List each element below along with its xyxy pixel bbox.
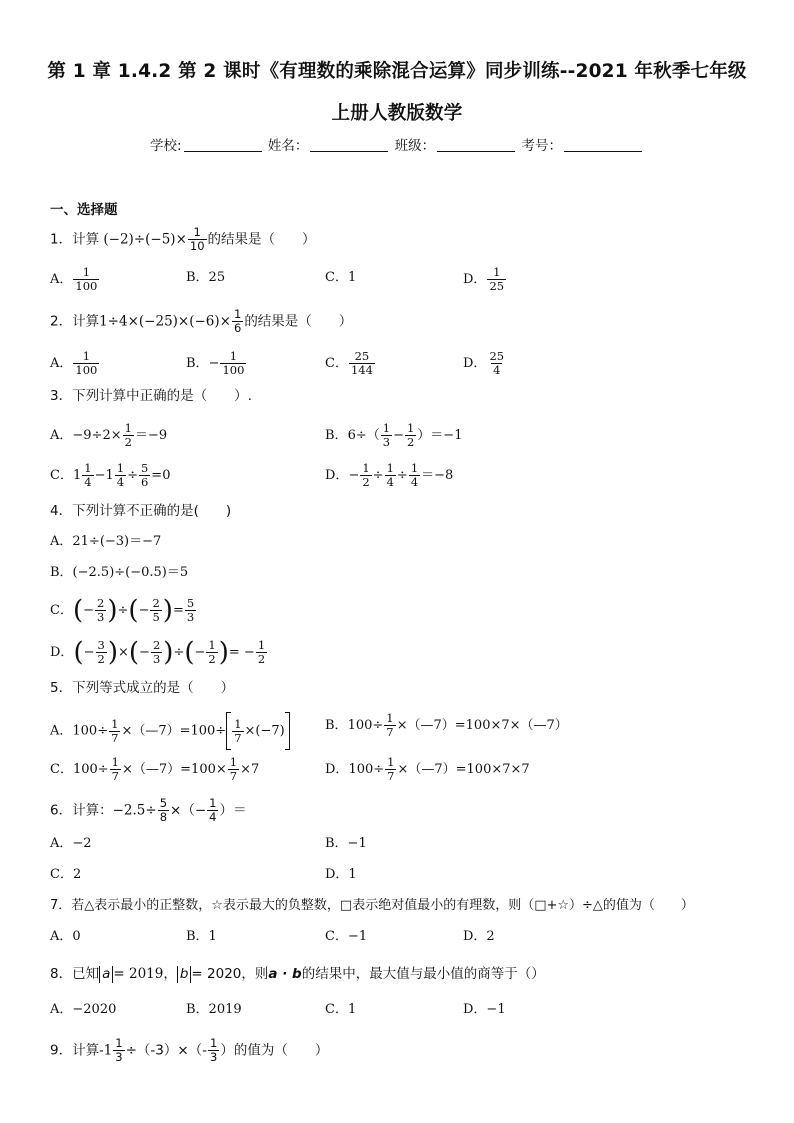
- class-label: 班级：: [394, 138, 436, 154]
- q8-option-b[interactable]: B．2019: [186, 1002, 242, 1017]
- q8-option-a[interactable]: A．−2020: [50, 1002, 117, 1017]
- q6-option-b[interactable]: B．−1: [325, 836, 367, 851]
- q2-option-b[interactable]: B．− $\frac{1}{100}$: [186, 349, 245, 377]
- question-4: 4．下列计算不正确的是( ): [50, 503, 232, 519]
- exam-no-label: 考号：: [521, 138, 562, 154]
- q5-option-a[interactable]: A．100÷ $\frac{1}{7}$ ×（—7）=100÷ $\frac{1}{7}$ ×(−7): [50, 712, 290, 750]
- q1-option-c[interactable]: C．1: [325, 270, 357, 285]
- q5-option-b[interactable]: B．100÷ $\frac{1}{7}$ ×（—7）=100×7×（—7）: [325, 711, 568, 739]
- q1-option-a[interactable]: A． $\frac{1}{100}$: [50, 265, 98, 293]
- q8-option-c[interactable]: C．1: [325, 1002, 357, 1017]
- q6-option-a[interactable]: A．−2: [50, 836, 92, 851]
- student-info-row: [0, 134, 794, 154]
- q3-option-d[interactable]: D．− $\frac{1}{2}$ ÷ $\frac{1}{4}$ ÷ $\frac{1}{4}$ ＝−8: [325, 461, 454, 489]
- class-blank[interactable]: [437, 139, 515, 152]
- q2-option-d[interactable]: D． $\frac{25}{4}$: [463, 349, 505, 377]
- question-1: [50, 226, 316, 253]
- q4-option-c[interactable]: C．(− $\frac{2}{3}$ )÷(− $\frac{2}{5}$ )= $\frac{5}{3}$: [50, 595, 195, 626]
- question-3: 3．下列计算中正确的是（ ）.: [50, 388, 252, 404]
- school-label: 学校:: [150, 138, 182, 154]
- exam-no-blank[interactable]: [564, 139, 642, 152]
- question-9: 9．计算-1 $\frac{1}{3}$ ÷（-3）×（- $\frac{1}{3}$ ）的值为（ ）: [50, 1036, 329, 1064]
- question-5: 5．下列等式成立的是（ ）: [50, 680, 235, 696]
- q6-option-c[interactable]: C．2: [50, 867, 82, 882]
- question-2: 2．计算1÷4×(−25)×(−6)× $\frac{1}{6}$ 的结果是（ ）: [50, 307, 353, 335]
- q1-suffix: 的结果是（ ）: [207, 231, 316, 248]
- title-line-2: 上册人教版数学: [331, 103, 463, 124]
- q7-option-d[interactable]: D．2: [463, 929, 495, 944]
- q7-option-b[interactable]: B．1: [186, 929, 217, 944]
- title-line-1: 第 1 章 1.4.2 第 2 课时《有理数的乘除混合运算》同步训练--2021 年秋季七年级: [47, 61, 747, 82]
- q4-option-b[interactable]: B．(−2.5)÷(−0.5)＝5: [50, 565, 189, 580]
- q2-option-a[interactable]: A． $\frac{1}{100}$: [50, 349, 98, 377]
- q7-option-c[interactable]: C．−1: [325, 929, 368, 944]
- name-label: 姓名：: [267, 138, 309, 154]
- q5-option-d[interactable]: D．100÷ $\frac{1}{7}$ ×（—7）=100×7×7: [325, 755, 530, 783]
- q3-option-b[interactable]: B．6÷（ $\frac{1}{3}$ − $\frac{1}{2}$ ）＝−1: [325, 421, 463, 449]
- q3-option-a[interactable]: A．−9÷2× $\frac{1}{2}$ ＝−9: [50, 421, 168, 449]
- section-heading: 一、选择题: [50, 202, 118, 218]
- q1-prefix: 1．计算: [50, 231, 100, 248]
- q5-option-c[interactable]: C．100÷ $\frac{1}{7}$ ×（—7）=100× $\frac{1}{7}$ ×7: [50, 755, 260, 783]
- q1-fraction: $\frac{1}{10}$: [189, 225, 205, 253]
- q6-option-d[interactable]: D．1: [325, 867, 357, 882]
- q3-option-c[interactable]: C．1 $\frac{1}{4}$ −1 $\frac{1}{4}$ ÷ $\frac{5}{6}$ =0: [50, 461, 171, 489]
- q1-option-d[interactable]: D． $\frac{1}{25}$: [463, 265, 505, 293]
- name-blank[interactable]: [310, 139, 388, 152]
- q2-option-c[interactable]: C． $\frac{25}{144}$: [325, 349, 373, 377]
- question-7: 7．若△表示最小的正整数，☆表示最大的负整数，□表示绝对值最小的有理数，则（□+☆）÷△的值为（ ）: [50, 898, 694, 913]
- q1-option-b[interactable]: B．25: [186, 270, 226, 285]
- q7-option-a[interactable]: A．0: [50, 929, 81, 944]
- q4-option-d[interactable]: D．(− $\frac{3}{2}$ )×(− $\frac{2}{3}$ )÷(− $\frac{1}{2}$ )= − $\frac{1}{2}$: [50, 637, 266, 668]
- q4-option-a[interactable]: A．21÷(−3)＝−7: [50, 534, 162, 549]
- question-6: 6．计算：−2.5÷ $\frac{5}{8}$ ×（− $\frac{1}{4}$ ）＝: [50, 796, 247, 824]
- question-8: 8．已知 a = 2019， b = 2020，则a · b的结果中，最大值与最小值的商等于（）: [50, 965, 545, 982]
- q8-option-d[interactable]: D．−1: [463, 1002, 506, 1017]
- q1-expr: (−2)÷(−5)×: [103, 231, 187, 248]
- school-blank[interactable]: [184, 139, 262, 152]
